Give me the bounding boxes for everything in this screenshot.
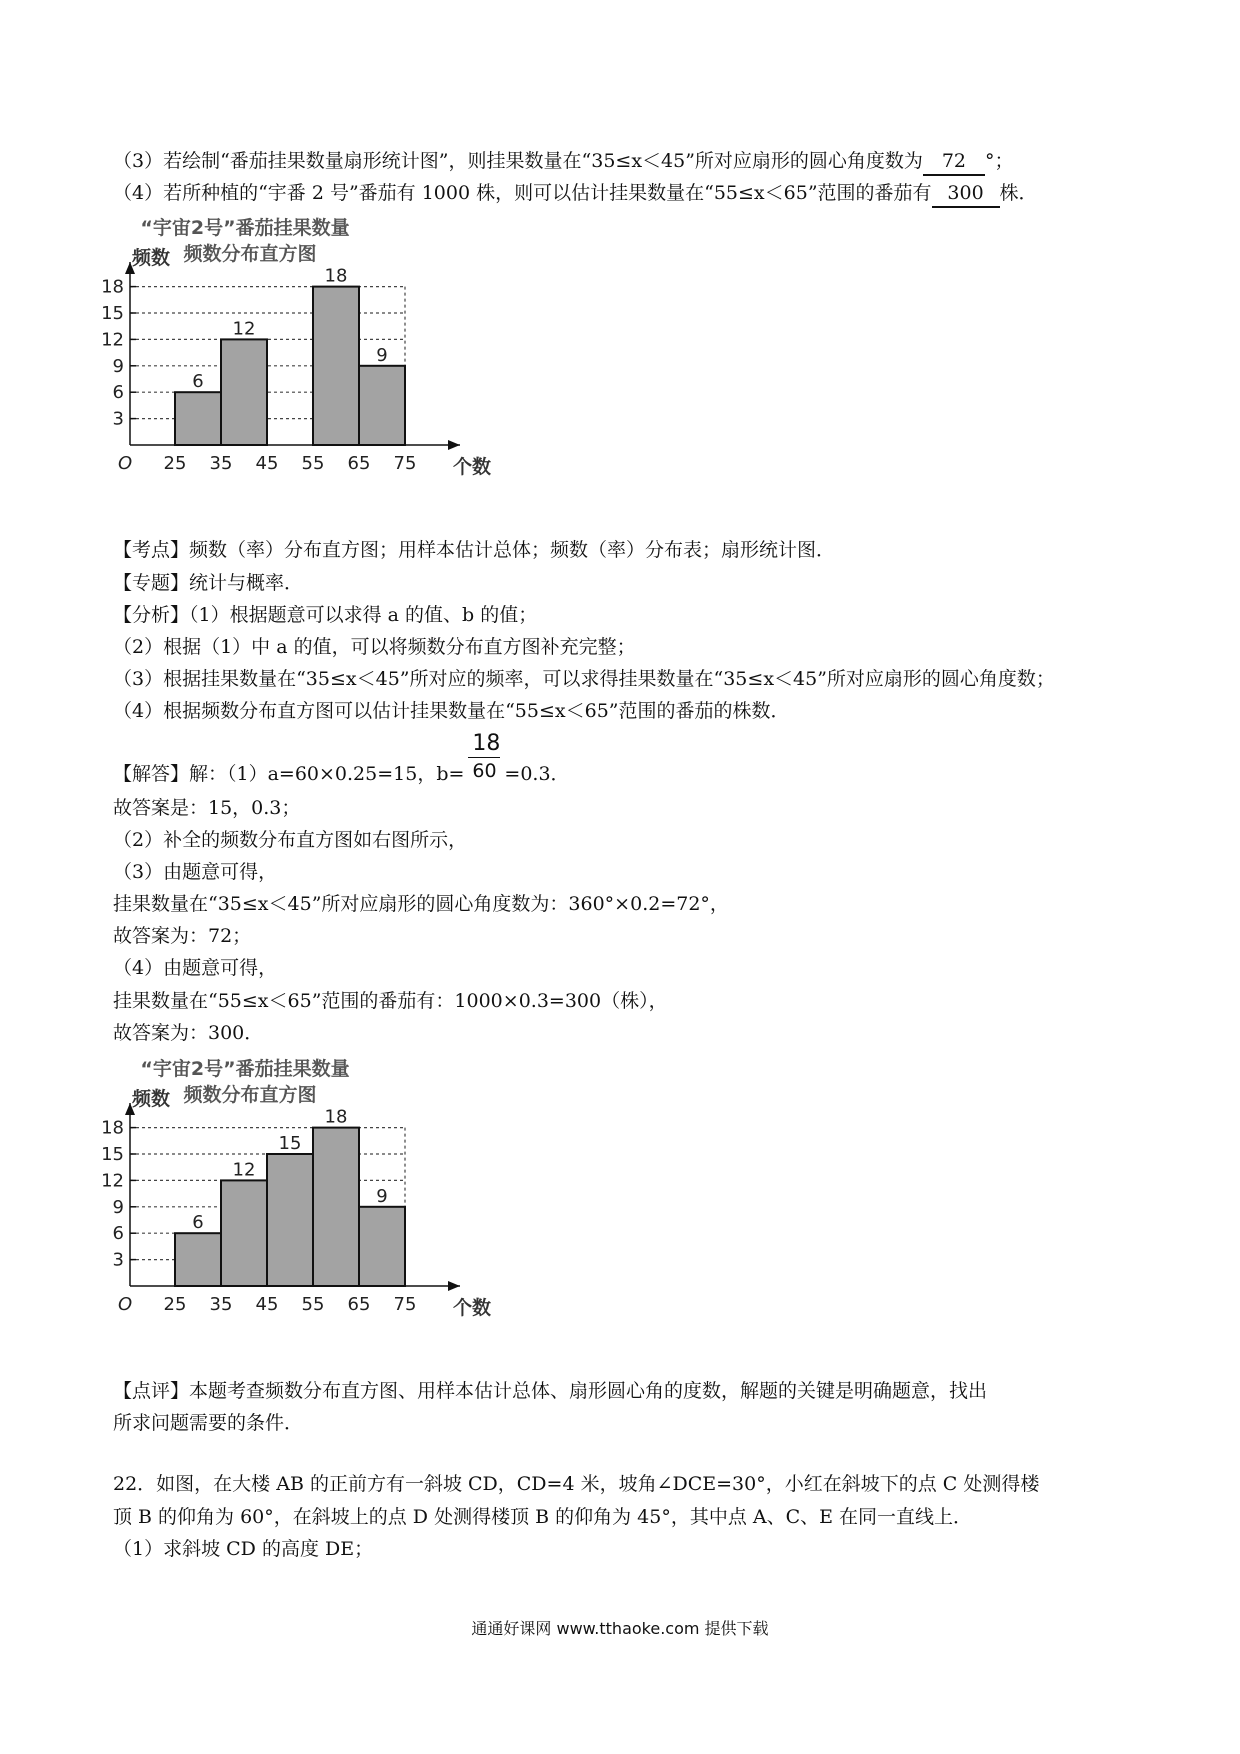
- y-tick-label: 3: [112, 408, 124, 430]
- answer-2: （2）补全的频数分布直方图如右图所示，: [113, 829, 468, 851]
- bar-value-label: 18: [324, 265, 348, 287]
- answer-4: （4）由题意可得，: [113, 957, 278, 979]
- y-tick-label: 12: [101, 1170, 124, 1192]
- kaodian: 【考点】频数（率）分布直方图；用样本估计总体；频数（率）分布表；扇形统计图．: [113, 539, 836, 561]
- histogram-bar: [313, 287, 359, 445]
- zhuanti: 【专题】统计与概率．: [113, 572, 304, 594]
- x-tick-label: 25: [163, 453, 187, 474]
- histogram-svg: [101, 212, 550, 527]
- x-axis-label: 个数: [453, 456, 492, 478]
- chart-subtitle: 频数分布直方图: [183, 243, 317, 265]
- histogram-bar: [359, 1207, 405, 1286]
- chart-subtitle: 频数分布直方图: [183, 1084, 317, 1106]
- origin-label: O: [118, 453, 133, 474]
- histogram-incomplete: [101, 212, 550, 527]
- x-tick-label: 65: [347, 1294, 371, 1315]
- chart-title: “宇宙2号”番茄挂果数量: [140, 217, 350, 239]
- answer-3b: 挂果数量在“35≤x＜45”所对应扇形的圆心角度数为：360°×0.2=72°，: [113, 893, 729, 915]
- y-tick-label: 15: [101, 1144, 124, 1165]
- x-tick-label: 35: [209, 1294, 233, 1315]
- bar-value-label: 12: [232, 1159, 256, 1181]
- histogram-bar: [175, 1233, 221, 1286]
- answer-1: 故答案是：15，0.3；: [113, 797, 301, 819]
- answer-3c: 故答案为：72；: [113, 925, 252, 947]
- y-tick-label: 3: [112, 1249, 124, 1271]
- bar-value-label: 9: [376, 344, 388, 366]
- y-tick-label: 9: [112, 1196, 124, 1218]
- bar-value-label: 6: [192, 1212, 204, 1234]
- x-axis-arrow: [448, 1281, 460, 1291]
- x-tick-label: 45: [255, 453, 279, 474]
- x-tick-label: 25: [163, 1294, 187, 1315]
- x-tick-label: 65: [347, 453, 371, 474]
- fenxi-4: （4）根据频数分布直方图可以估计挂果数量在“55≤x＜65”范围的番茄的株数．: [113, 700, 790, 722]
- y-tick-label: 18: [101, 276, 124, 298]
- histogram-bar: [221, 339, 267, 445]
- y-axis-label: 频数: [132, 1088, 171, 1110]
- x-tick-label: 45: [255, 1294, 279, 1315]
- question-3: （3）若绘制“番茄挂果数量扇形统计图”，则挂果数量在“35≤x＜45”所对应扇形的圆心角度数为 72 °；: [113, 148, 1140, 176]
- x-tick-label: 75: [393, 1294, 417, 1315]
- answer-4c: 故答案为：300．: [113, 1022, 264, 1044]
- histogram-bar: [267, 1154, 313, 1286]
- answer-blank-3: 72: [923, 148, 985, 176]
- bar-value-label: 6: [192, 371, 204, 393]
- question-22-part1: （1）求斜坡 CD 的高度 DE；: [113, 1538, 374, 1560]
- x-axis-arrow: [448, 440, 460, 450]
- fenxi-2: （2）根据（1）中 a 的值，可以将频数分布直方图补充完整；: [113, 636, 636, 658]
- x-tick-label: 75: [393, 453, 417, 474]
- bar-value-label: 18: [324, 1106, 348, 1128]
- histogram-bar: [313, 1128, 359, 1286]
- y-axis-label: 频数: [132, 247, 171, 269]
- y-tick-label: 12: [101, 329, 124, 351]
- histogram-svg: [101, 1053, 550, 1368]
- bar-value-label: 15: [278, 1133, 302, 1154]
- x-tick-label: 55: [301, 1294, 325, 1315]
- histogram-bar: [359, 366, 405, 445]
- x-axis-label: 个数: [453, 1297, 492, 1319]
- y-tick-label: 6: [112, 1223, 124, 1245]
- question-22-b: 顶 B 的仰角为 60°，在斜坡上的点 D 处测得楼顶 B 的仰角为 45°，其中点 A、C、E 在同一直线上．: [113, 1506, 973, 1528]
- y-tick-label: 15: [101, 303, 124, 324]
- fraction: $\frac{18}{60}$: [464, 761, 504, 787]
- jieda: 【解答】解：（1）a=60×0.25=15，b= $\frac{18}{60}$ =0.3．: [113, 731, 570, 785]
- bar-value-label: 12: [232, 318, 256, 340]
- fenxi-3: （3）根据挂果数量在“35≤x＜45”所对应的频率，可以求得挂果数量在“35≤x＜45”所对应扇形的圆心角度数；: [113, 668, 1055, 690]
- histogram-bar: [175, 392, 221, 445]
- y-tick-label: 6: [112, 382, 124, 404]
- y-tick-label: 9: [112, 355, 124, 377]
- answer-blank-4: 300: [932, 180, 1000, 208]
- answer-3: （3）由题意可得，: [113, 861, 278, 883]
- y-tick-label: 18: [101, 1117, 124, 1139]
- question-4: （4）若所种植的“宇番 2 号”番茄有 1000 株，则可以估计挂果数量在“55≤x＜65”范围的番茄有 300 株．: [113, 180, 1140, 208]
- fenxi: 【分析】（1）根据题意可以求得 a 的值、b 的值；: [113, 604, 538, 626]
- page-footer: 通通好课网 www.tthaoke.com 提供下载: [471, 1619, 769, 1638]
- question-22: 22．如图，在大楼 AB 的正前方有一斜坡 CD，CD=4 米，坡角∠DCE=30°，小红在斜坡下的点 C 处测得楼: [113, 1473, 1040, 1495]
- chart-title: “宇宙2号”番茄挂果数量: [140, 1058, 350, 1080]
- bar-value-label: 9: [376, 1185, 388, 1207]
- histogram-complete: [101, 1053, 550, 1368]
- x-tick-label: 55: [301, 453, 325, 474]
- histogram-bar: [221, 1180, 267, 1286]
- x-tick-label: 35: [209, 453, 233, 474]
- origin-label: O: [118, 1294, 133, 1315]
- dianping: 【点评】本题考查频数分布直方图、用样本估计总体、扇形圆心角的度数，解题的关键是明确题意，找出: [113, 1380, 988, 1402]
- dianping-2: 所求问题需要的条件．: [113, 1412, 304, 1434]
- answer-4b: 挂果数量在“55≤x＜65”范围的番茄有：1000×0.3=300（株），: [113, 990, 668, 1012]
